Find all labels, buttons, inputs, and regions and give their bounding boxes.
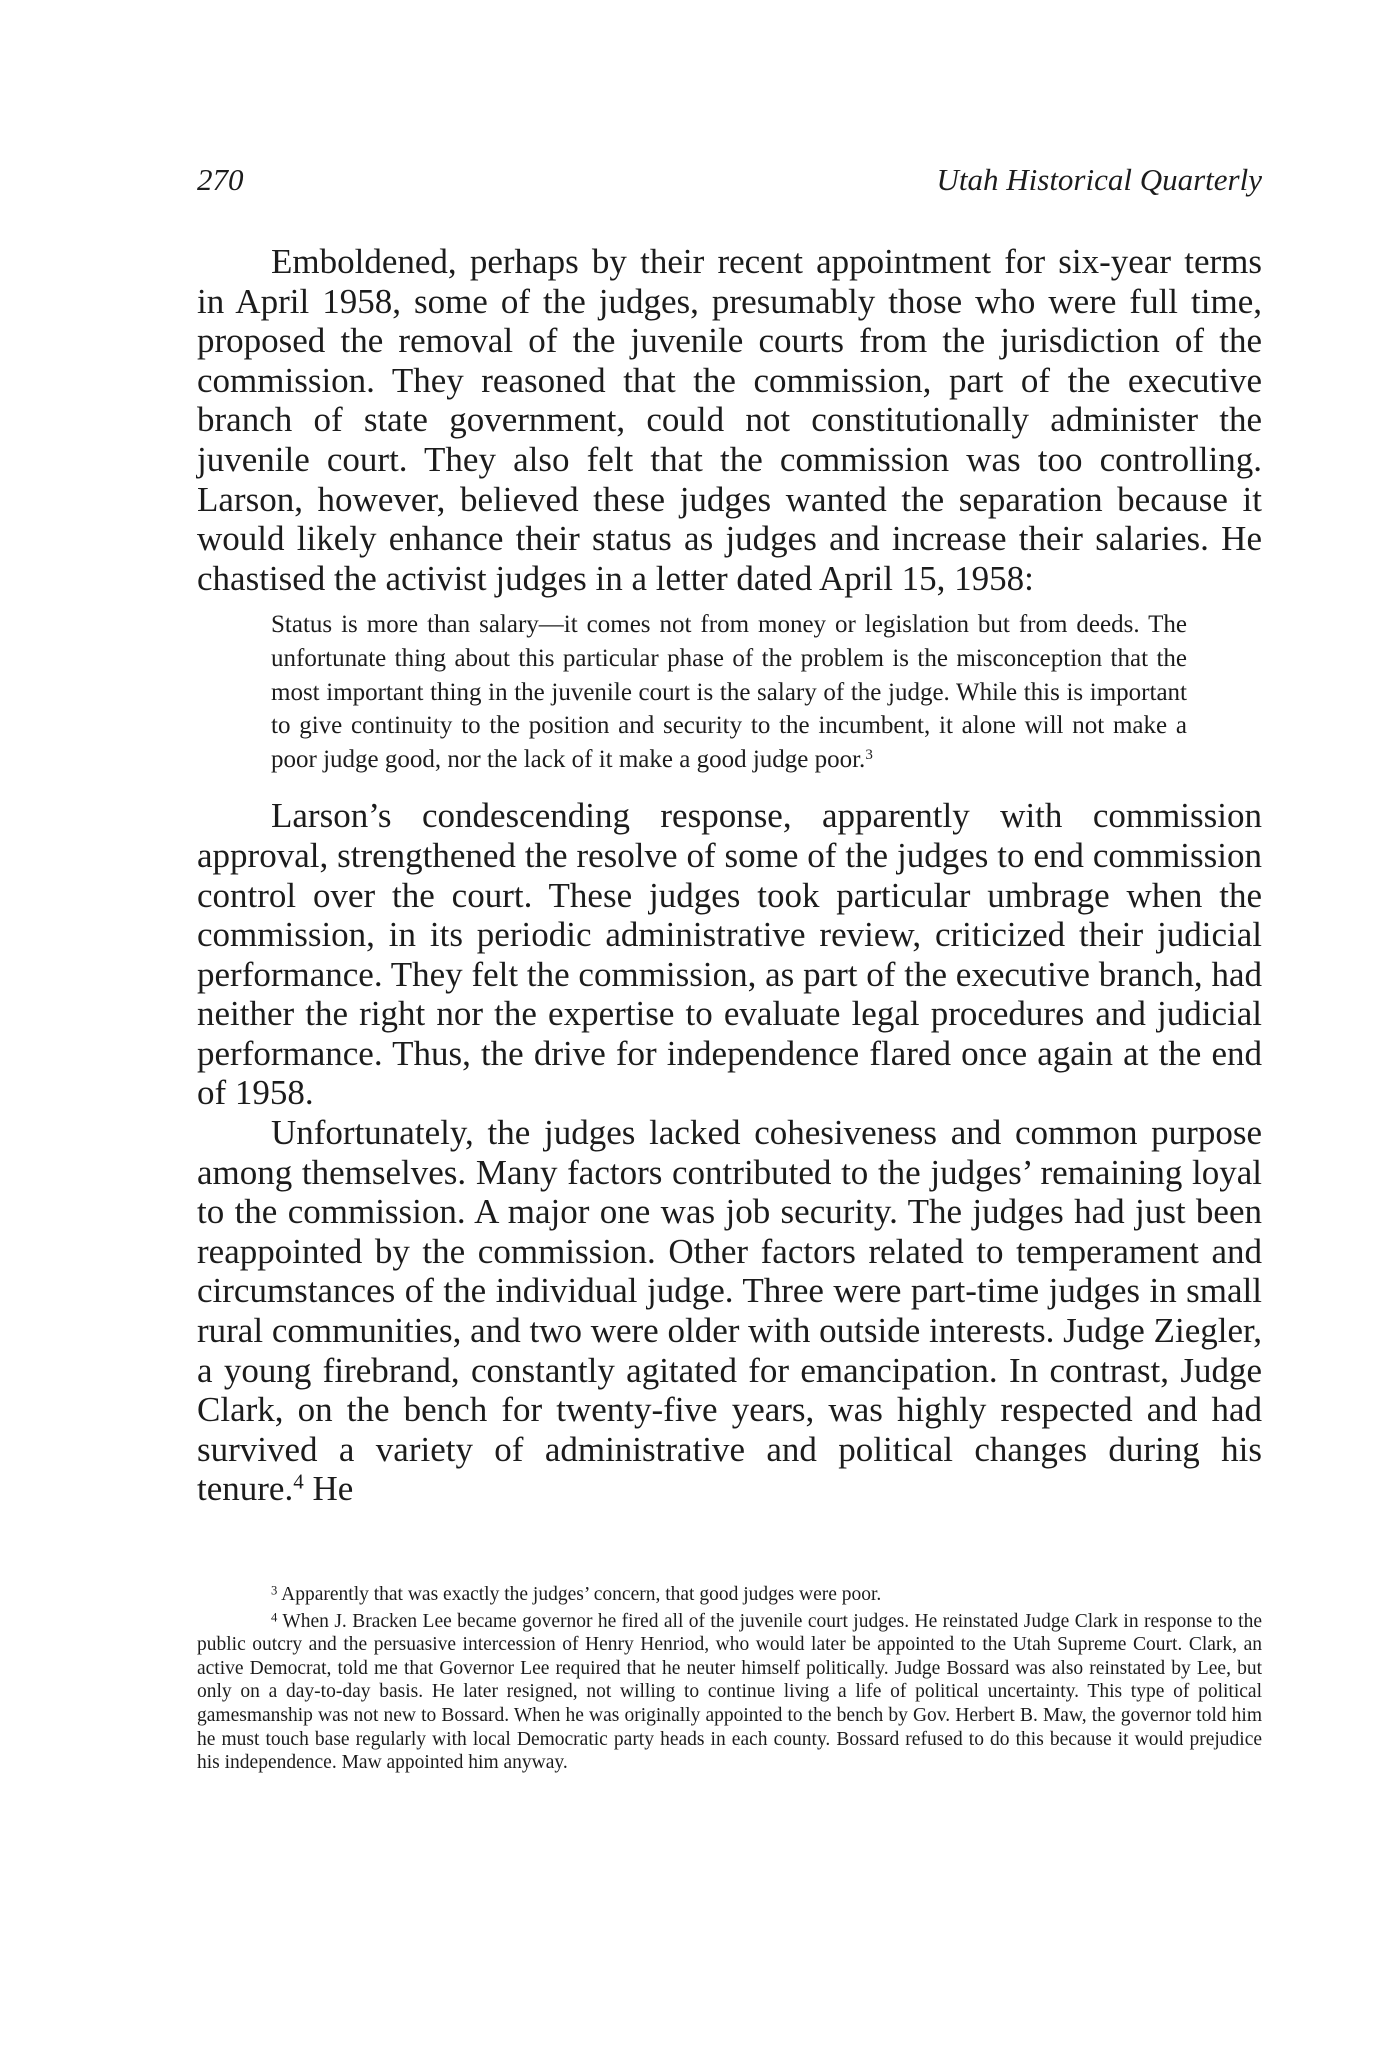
footnote-reference: 4 [293,1469,304,1494]
block-quote-text: Status is more than salary—it comes not from money or legislation but from deeds. The unfortunate thing about this particular phase of the problem is the misconception that the most important thing in the juvenile court is the salary of the judge. While this is important to give continuity to the position and security to the incumbent, it alone will not make a poor judge good, nor the lack of it make a good judge poor. [271,611,1187,773]
footnotes [197,1583,1262,1778]
page-header [197,158,1262,202]
body-paragraph-continuation: He [303,1469,354,1509]
footnote-text: When J. Bracken Lee became governor he fired all of the juvenile court judges. He reinstated Judge Clark in response to the public outcry and the persuasive intercession of Henry Henriod, who would later be appointed to the Utah Supreme Court. Clark, an active Democrat, told me that Governor Lee required that he neuter himself politically. Judge Bossard was also reinstated by Lee, but only on a day-to-day basis. He later resigned, not willing to continue living a life of political uncertainty. This type of political gamesmanship was not new to Bossard. When he was originally appointed to the bench by Gov. Herbert B. Maw, the governor told him he must touch base regularly with local Democratic party heads in each county. Bossard refused to do this because it would prejudice his independence. Maw appointed him anyway. [197,1610,1262,1774]
running-title: Utah Historical Quarterly [936,162,1262,197]
block-quote [271,608,1187,776]
body-paragraph: Larson’s condescending response, apparently with commission approval, strengthened the resolve of some of the judges to end commission control over the court. These judges took particular umbrage when the commission, in its periodic administrative review, criticized their judicial performance. They felt the commission, as part of the executive branch, had neither the right nor the expertise to evaluate legal procedures and judicial performance. Thus, the drive for independence flared once again at the end of 1958. [197,796,1262,1113]
footnote [197,1583,1262,1607]
footnote-marker: 3 [271,1583,278,1598]
main-text [197,242,1262,1509]
page-number: 270 [197,162,244,197]
body-paragraph [197,1113,1262,1509]
footnote [197,1610,1262,1775]
body-paragraph: Emboldened, perhaps by their recent appointment for six-year terms in April 1958, some of the judges, presumably those who were full time, proposed the removal of the juvenile courts from the jurisdiction of the commission. They reasoned that the commission, part of the executive branch of state government, could not constitutionally administer the juvenile court. They also felt that the commission was too controlling. Larson, however, believed these judges wanted the separation because it would likely enhance their status as judges and increase their salaries. He chastised the activist judges in a letter dated April 15, 1958: [197,242,1262,598]
body-paragraph-text: Unfortunately, the judges lacked cohesiveness and common purpose among themselves. Many factors contributed to the judges’ remaining loyal to the commission. A major one was job security. The judges had just been reappointed by the commission. Other factors related to temperament and circumstances of the individual judge. Three were part-time judges in small rural communities, and two were older with outside interests. Judge Ziegler, a young firebrand, constantly agitated for emancipation. In contrast, Judge Clark, on the bench for twenty-five years, was highly respected and had survived a variety of administrative and political changes during his tenure. [197,1113,1262,1509]
footnote-text: Apparently that was exactly the judges’ concern, that good judges were poor. [281,1584,882,1605]
footnote-marker: 4 [271,1609,278,1624]
footnote-reference: 3 [865,746,873,763]
